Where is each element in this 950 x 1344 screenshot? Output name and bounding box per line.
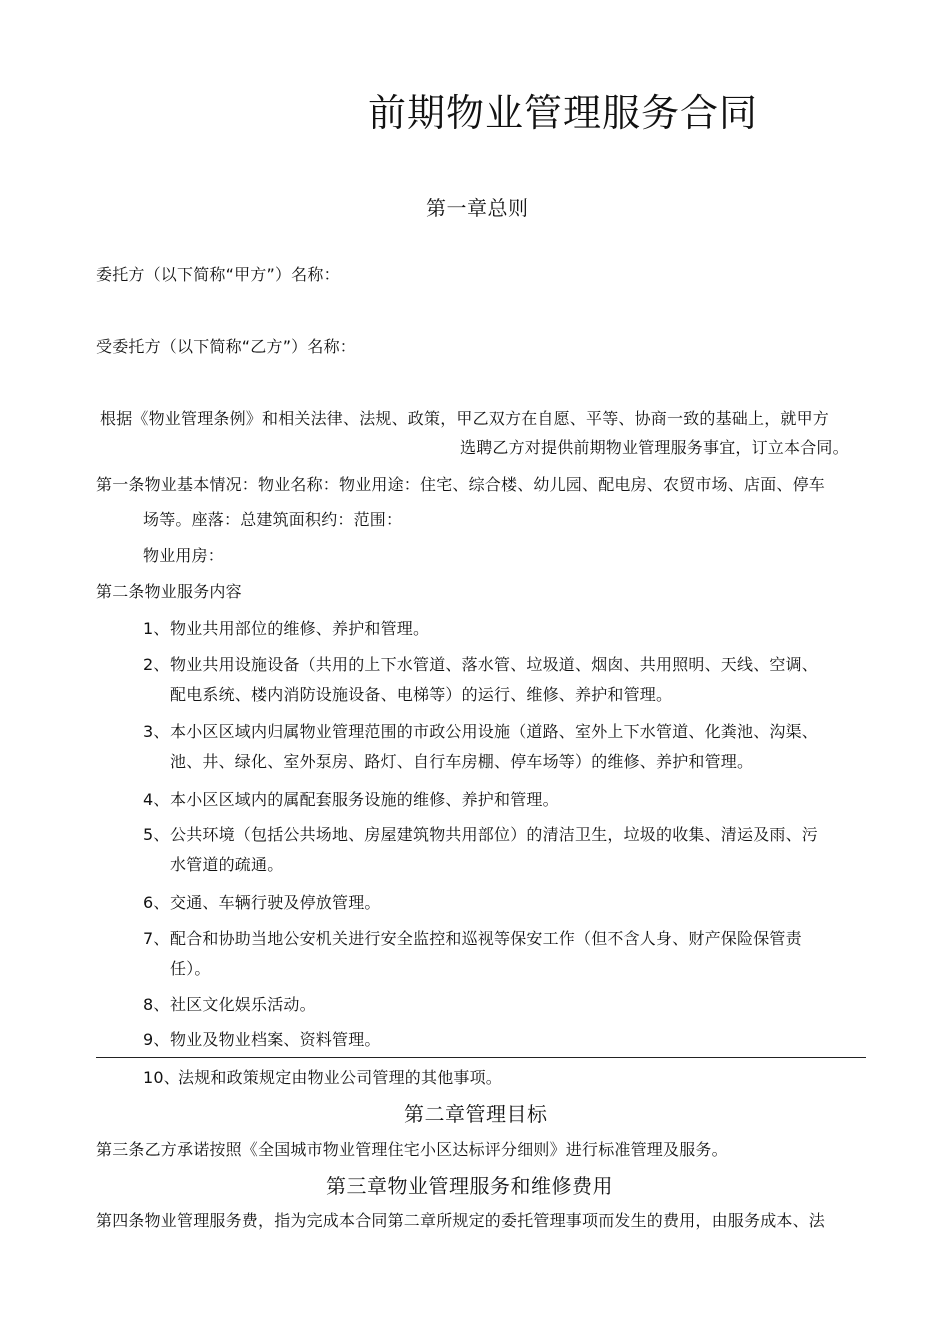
list-item-number: 4、 [143, 790, 170, 809]
list-item-text: 配电系统、楼内消防设施设备、电梯等）的运行、维修、养护和管理。 [170, 685, 673, 704]
article-4-line-1: 第四条物业管理服务费，指为完成本合同第二章所规定的委托管理事项而发生的费用，由服务成本、法 [96, 1211, 826, 1230]
chapter-3-heading: 第三章物业管理服务和维修费用 [326, 1174, 613, 1198]
document-title: 前期物业管理服务合同 [368, 91, 759, 135]
list-item-number: 3、 [143, 722, 170, 741]
party-b-name-field: 受委托方（以下简称“乙方”）名称： [96, 337, 356, 356]
list-item-text: 池、井、绿化、室外泵房、路灯、自行车房棚、停车场等）的维修、养护和管理。 [170, 752, 754, 771]
article-3-text: 第三条乙方承诺按照《全国城市物业管理住宅小区达标评分细则》进行标准管理及服务。 [96, 1140, 728, 1159]
list-item-text: 物业共用部位的维修、养护和管理。 [170, 619, 430, 638]
list-item-number: 5、 [143, 825, 170, 844]
article-1-line-3: 物业用房： [143, 546, 225, 565]
list-item-text: 公共环境（包括公共场地、房屋建筑物共用部位）的清洁卫生，垃圾的收集、清运及雨、污 [170, 825, 819, 844]
list-item-text: 交通、车辆行驶及停放管理。 [170, 893, 381, 912]
list-item-number: 10、 [143, 1068, 180, 1087]
list-item-text: 物业及物业档案、资料管理。 [170, 1030, 381, 1049]
list-item-text: 本小区区域内归属物业管理范围的市政公用设施（道路、室外上下水管道、化粪池、沟渠、 [170, 722, 819, 741]
party-a-name-field: 委托方（以下简称“甲方”）名称： [96, 265, 340, 284]
list-item-number: 7、 [143, 929, 170, 948]
list-item-number: 2、 [143, 655, 170, 674]
preamble-line-1: 根据《物业管理条例》和相关法律、法规、政策，甲乙双方在自愿、平等、协商一致的基础上，就甲方 [100, 409, 830, 428]
article-2-heading: 第二条物业服务内容 [96, 582, 242, 601]
list-item-text: 任）。 [170, 959, 211, 978]
article-1-line-1: 第一条物业基本情况：物业名称：物业用途：住宅、综合楼、幼儿园、配电房、农贸市场、店面、停车 [96, 475, 826, 494]
list-item-text: 本小区区域内的属配套服务设施的维修、养护和管理。 [170, 790, 559, 809]
preamble-line-2: 选聘乙方对提供前期物业管理服务事宜，订立本合同。 [460, 438, 849, 457]
list-item-text: 社区文化娱乐活动。 [170, 995, 316, 1014]
list-item-text: 物业共用设施设备（共用的上下水管道、落水管、垃圾道、烟囱、共用照明、天线、空调、 [170, 655, 819, 674]
page-divider-line [96, 1057, 866, 1058]
list-item-number: 9、 [143, 1030, 170, 1049]
list-item-number: 6、 [143, 893, 170, 912]
list-item-text: 法规和政策规定由物业公司管理的其他事项。 [178, 1068, 503, 1087]
chapter-1-heading: 第一章总则 [426, 196, 529, 220]
chapter-2-heading: 第二章管理目标 [404, 1102, 548, 1126]
list-item-text: 配合和协助当地公安机关进行安全监控和巡视等保安工作（但不含人身、财产保险保管责 [170, 929, 802, 948]
article-1-line-2: 场等。座落：总建筑面积约：范围： [143, 510, 403, 529]
list-item-number: 8、 [143, 995, 170, 1014]
list-item-text: 水管道的疏通。 [170, 855, 284, 874]
list-item-number: 1、 [143, 619, 170, 638]
